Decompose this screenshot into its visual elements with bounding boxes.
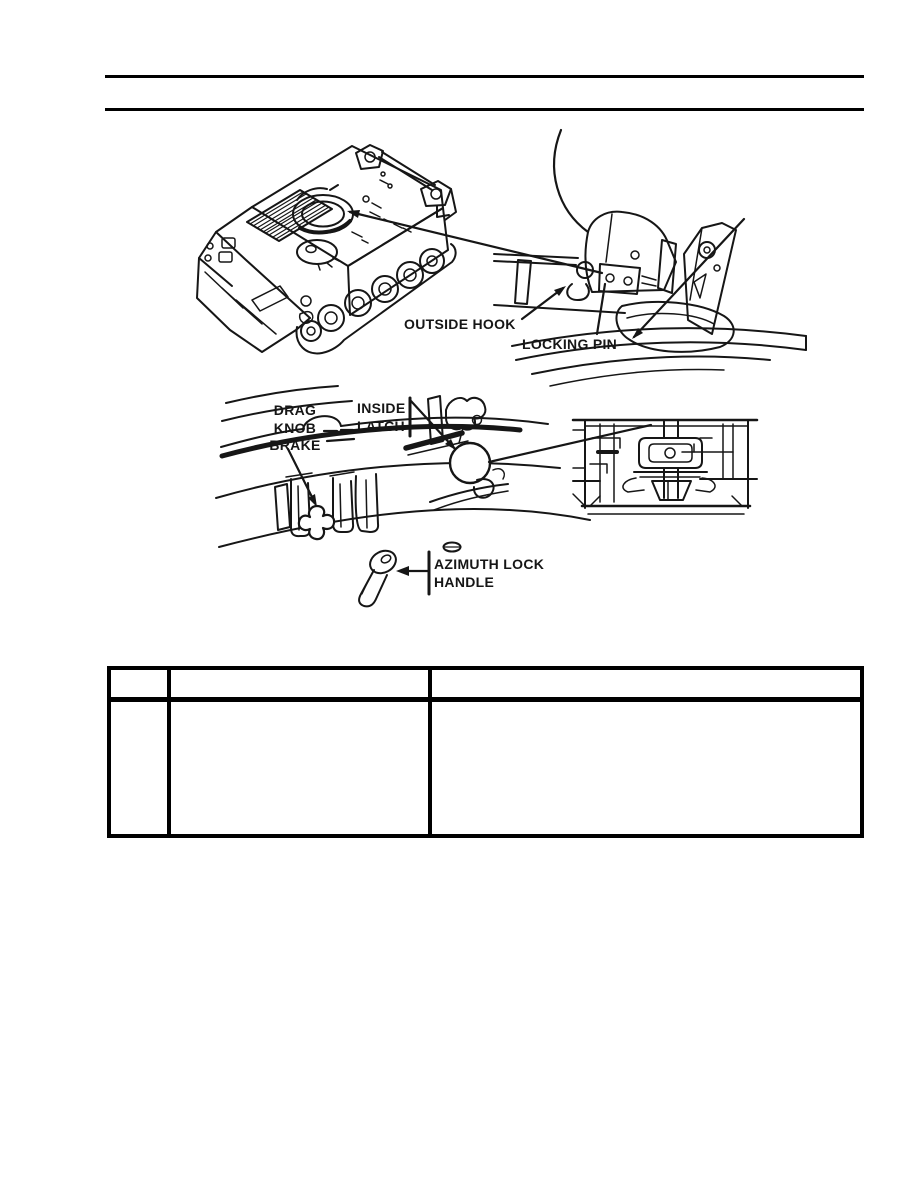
inside-latch-line-1: INSIDE [357,400,406,416]
table-cell-2 [171,702,432,834]
drag-knob-brake-line-1: DRAG [273,402,317,418]
azimuth-lock-handle-label [434,556,544,591]
drag-knob-brake-line-2: KNOB [273,419,317,436]
procedure-table [107,666,864,838]
inside-latch-line-2: LATCH [357,417,405,434]
table-header-cell-1 [111,670,171,697]
table-header-cell-2 [171,670,432,697]
drag-knob-brake-label [266,402,324,455]
azimuth-lock-line-1: AZIMUTH LOCK [434,556,545,572]
inside-latch-label [357,400,405,435]
drag-knob-brake-line-3: BRAKE [269,437,321,453]
latch-cross-section-drawing [573,420,757,514]
table-cell-1 [111,702,171,834]
table-header-cell-3 [432,670,860,697]
locking-pin-label: LOCKING PIN [522,336,618,352]
table-header-row [111,670,860,702]
azimuth-lock-line-2: HANDLE [434,573,495,590]
table-cell-3 [432,702,860,834]
table-row [111,702,860,834]
outside-hook-label: OUTSIDE HOOK [404,316,516,332]
